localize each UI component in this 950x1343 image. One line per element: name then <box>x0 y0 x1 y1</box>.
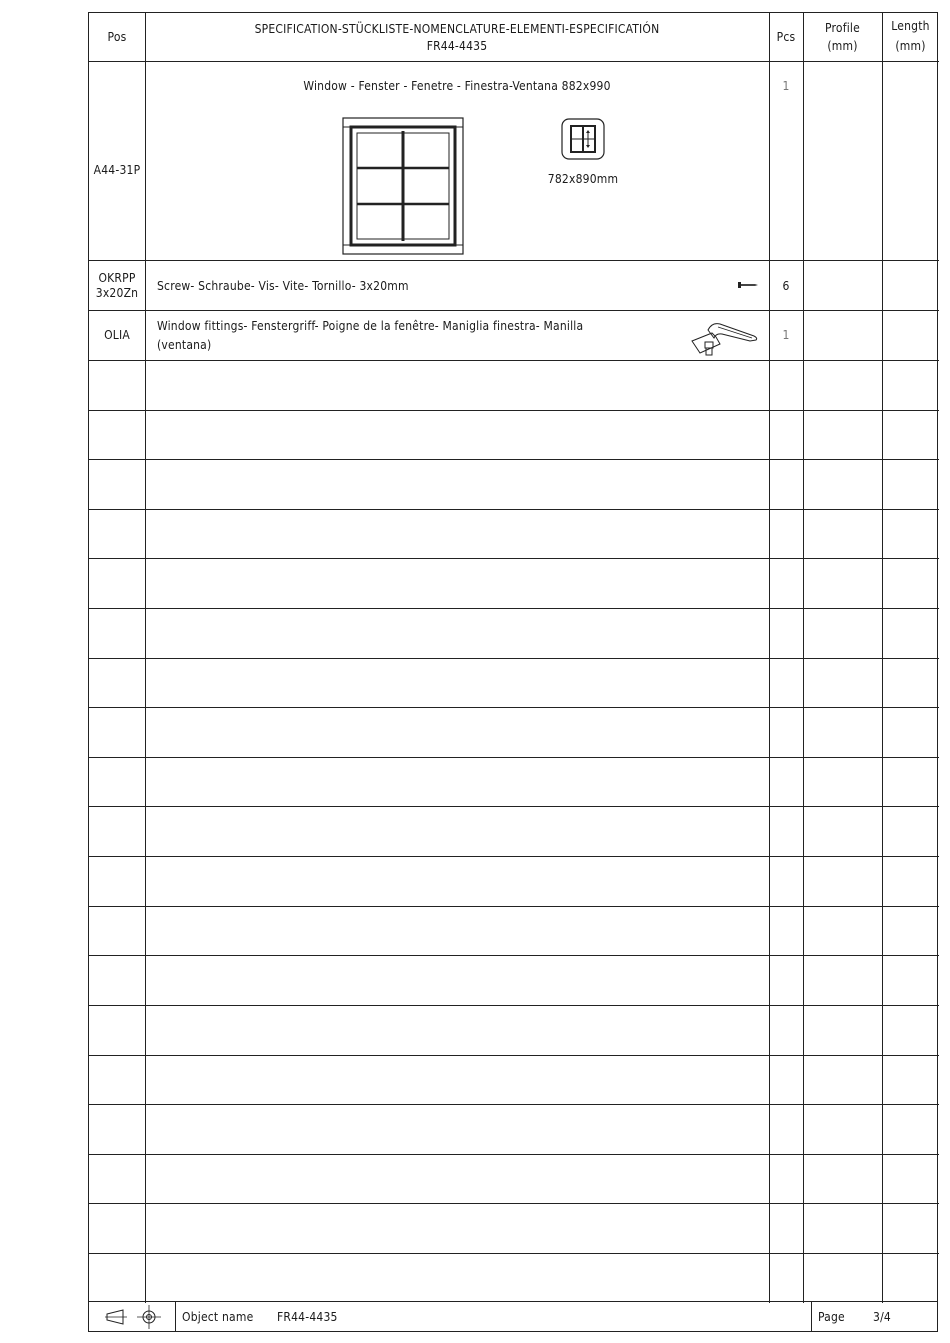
crosshair-icon <box>137 1305 161 1329</box>
header-pos: Pos <box>107 30 127 44</box>
row-divider <box>89 1253 939 1254</box>
row-divider <box>89 558 939 559</box>
row-divider <box>89 757 939 758</box>
window-drawing-icon <box>342 117 464 255</box>
row-divider <box>89 1203 939 1204</box>
page-label: Page <box>818 1310 845 1324</box>
row-pos: A44-31P <box>93 163 141 177</box>
row-divider <box>89 410 939 411</box>
row-pcs: 1 <box>782 79 790 93</box>
row-pos: OLIA <box>104 328 130 342</box>
row-description-cont: (ventana) <box>157 338 212 352</box>
object-name-label: Object name <box>182 1310 254 1324</box>
header-title-code: FR44-4435 <box>426 39 488 53</box>
screw-icon <box>737 281 759 289</box>
row-pos-size: 3x20Zn <box>95 286 139 300</box>
row-divider <box>89 1005 939 1006</box>
row-pcs: 6 <box>782 279 790 293</box>
row-divider <box>89 707 939 708</box>
row-divider <box>89 608 939 609</box>
row-divider <box>89 856 939 857</box>
header-pcs: Pcs <box>776 30 796 44</box>
row-divider <box>89 360 939 361</box>
header-profile: Profile <box>825 21 860 35</box>
row-divider <box>89 310 939 311</box>
page-number: 3/4 <box>873 1310 891 1324</box>
row-divider <box>89 658 939 659</box>
header-length: Length <box>891 19 930 33</box>
glass-size-label: 782x890mm <box>547 172 619 186</box>
row-pos: OKRPP <box>98 271 136 285</box>
title-block <box>89 1301 937 1331</box>
sash-symbol-icon <box>560 117 606 161</box>
header-bottom-line <box>89 61 939 62</box>
row-divider <box>89 509 939 510</box>
specification-sheet <box>88 12 938 1332</box>
row-divider <box>89 1154 939 1155</box>
row-divider <box>89 906 939 907</box>
footer-divider <box>175 1302 176 1332</box>
row-divider <box>89 806 939 807</box>
row-description: Window fittings- Fenstergriff- Poigne de la fenêtre- Maniglia finestra- Manilla <box>157 319 584 333</box>
header-title: SPECIFICATION-STÜCKLISTE-NOMENCLATURE-ELEMENTI-ESPECIFICATIÓN <box>254 22 660 36</box>
object-name-value: FR44-4435 <box>277 1310 338 1324</box>
row-description: Window - Fenster - Fenetre - Finestra-Ventana 882x990 <box>303 79 611 93</box>
header-length-unit: (mm) <box>895 39 926 53</box>
header-profile-unit: (mm) <box>827 39 858 53</box>
row-description: Screw- Schraube- Vis- Vite- Tornillo- 3x20mm <box>157 279 409 293</box>
footer-divider <box>811 1302 812 1332</box>
projection-symbol-icon <box>105 1309 129 1325</box>
row-divider <box>89 260 939 261</box>
row-divider <box>89 1055 939 1056</box>
row-divider <box>89 955 939 956</box>
row-pcs: 1 <box>782 328 790 342</box>
row-divider <box>89 1104 939 1105</box>
row-divider <box>89 459 939 460</box>
window-handle-icon <box>690 314 760 358</box>
